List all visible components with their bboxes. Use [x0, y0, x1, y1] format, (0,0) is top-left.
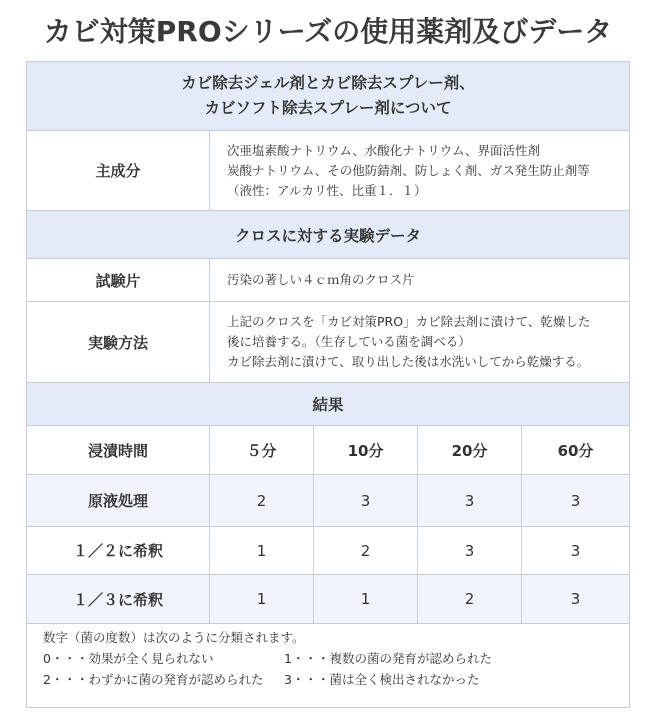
divider	[209, 426, 210, 623]
divider	[209, 302, 210, 382]
ingredient-line: 炭酸ナトリウム、その他防錆剤、防しょく剤、ガス発生防止剤等	[227, 162, 590, 178]
results-cell: 3	[464, 541, 475, 560]
results-column-header: 60分	[557, 441, 594, 460]
divider	[521, 426, 522, 623]
main-ingredients-label: 主成分	[95, 162, 141, 180]
results-cell: 3	[570, 590, 581, 608]
results-row-label: １／２に希釈	[72, 542, 163, 560]
results-cell: 3	[570, 541, 581, 560]
method-label: 実験方法	[87, 333, 148, 352]
legend-item: 0・・・効果が全く見られない	[43, 651, 214, 666]
results-row-label: １／３に希釈	[72, 590, 163, 609]
experiment-header: クロスに対する実験データ	[27, 211, 629, 258]
method-line: 上記のクロスを「カビ対策PRO」カビ除去剤に漬けて、乾燥した	[227, 314, 591, 329]
product-header-line-1: カビ除去ジェル剤とカビ除去スプレー剤、	[181, 74, 475, 92]
ingredient-line: （液性：アルカリ性、比重１．１）	[227, 182, 427, 198]
product-header	[27, 62, 629, 130]
ingredient-line: 次亜塩素酸ナトリウム、水酸化ナトリウム、界面活性剤	[227, 142, 541, 158]
results-column-header: 浸漬時間	[87, 441, 148, 460]
results-cell: 2	[464, 590, 475, 608]
test-piece-label: 試験片	[95, 271, 141, 290]
results-column-header: 10分	[347, 441, 384, 460]
test-piece-text: 汚染の著しい４ｃｍ角のクロス片	[227, 272, 415, 287]
results-header: 結果	[27, 383, 629, 425]
legend-notes	[43, 627, 623, 690]
method-line: 後に培養する。（生存している菌を調べる）	[227, 334, 471, 349]
results-cell: 2	[256, 491, 267, 510]
data-table-frame	[26, 61, 630, 708]
results-cell: 1	[360, 590, 371, 608]
results-column-header: ５分	[246, 441, 277, 460]
legend-item: 3・・・菌は全く検出されなかった	[284, 672, 480, 687]
results-cell: 3	[570, 491, 581, 510]
page-title: カビ対策PROシリーズの使用薬剤及びデータ	[43, 15, 613, 48]
legend-intro: 数字（菌の度数）は次のように分類されます。	[43, 630, 305, 645]
main-ingredients-content	[227, 131, 622, 210]
divider	[27, 623, 629, 624]
results-cell: 3	[464, 491, 475, 510]
legend-item: 1・・・複数の菌の発育が認められた	[284, 651, 492, 666]
divider	[209, 259, 210, 301]
results-cell: 1	[256, 590, 267, 608]
divider	[313, 426, 314, 623]
results-cell: 1	[256, 541, 267, 560]
results-cell: 3	[360, 491, 371, 510]
method-line: カビ除去剤に漬けて、取り出した後は水洗いしてから乾燥する。	[227, 354, 590, 369]
method-content	[227, 302, 622, 382]
legend-item: 2・・・わずかに菌の発育が認められた	[43, 672, 264, 687]
results-cell: 2	[360, 541, 371, 560]
test-piece-content	[227, 259, 622, 301]
divider	[209, 131, 210, 210]
divider	[417, 426, 418, 623]
results-row-label: 原液処理	[87, 492, 148, 510]
results-column-header: 20分	[451, 441, 488, 460]
product-header-line-2: カビソフト除去スプレー剤について	[204, 99, 452, 117]
